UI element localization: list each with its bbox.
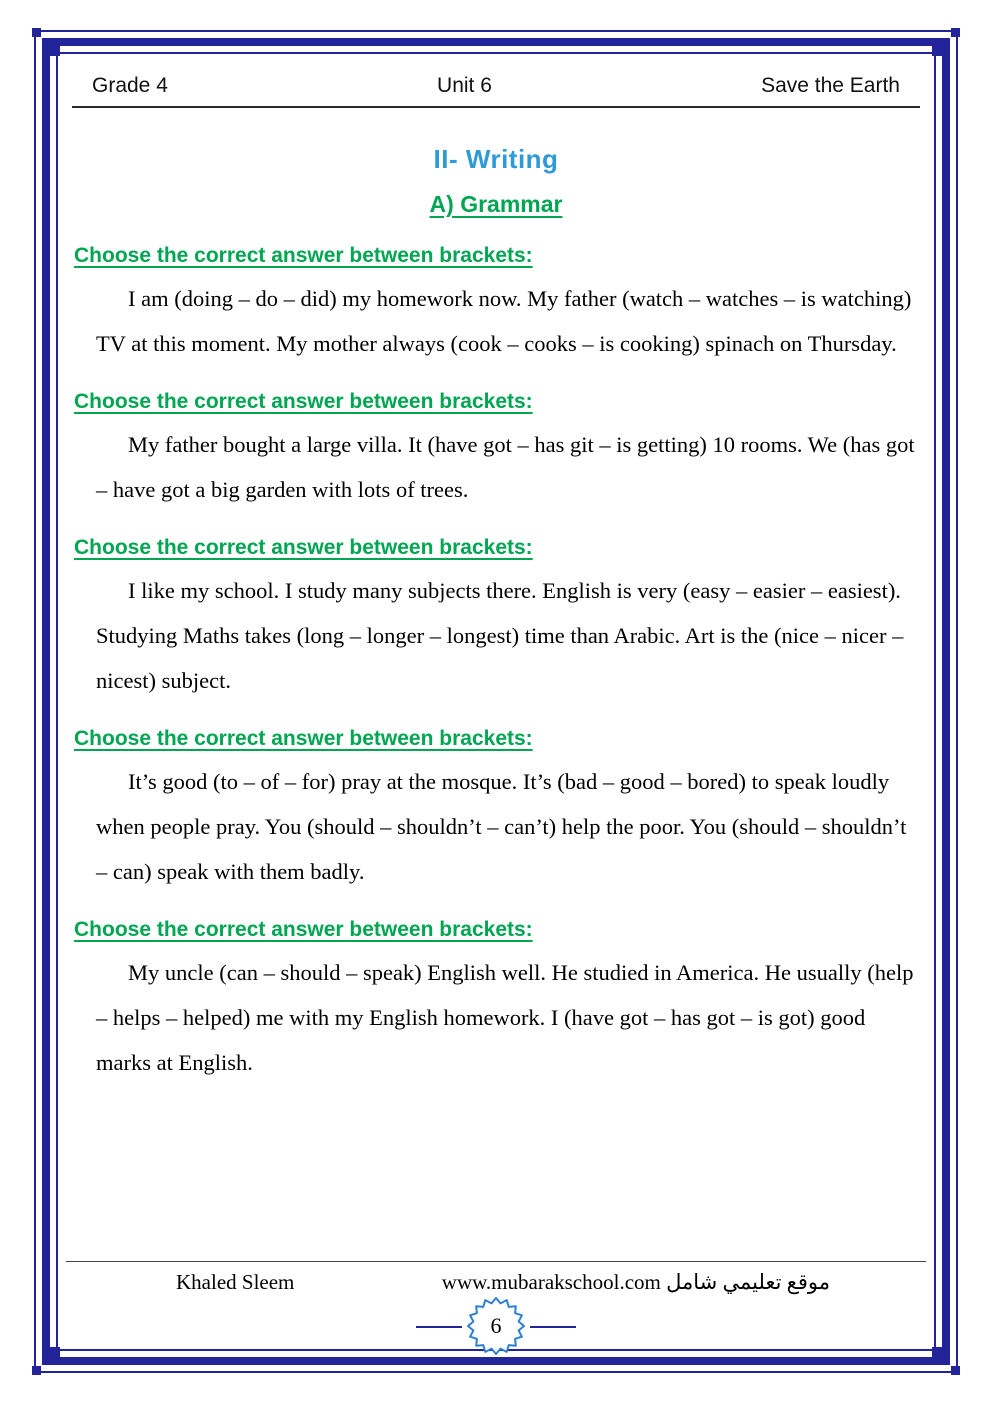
- corner-ornament-top-right: [932, 40, 948, 56]
- page-number-badge-wrap: [416, 1295, 576, 1357]
- corner-ornament-bottom-left: [44, 1347, 60, 1363]
- page-header: [72, 74, 920, 108]
- header-topic: Save the Earth: [761, 74, 900, 97]
- grammar-subtitle: A) Grammar: [429, 191, 563, 217]
- footer-website: www.mubarakschool.com موقع تعليمي شامل: [441, 1270, 830, 1294]
- corner-ornament-top-left: [44, 40, 60, 56]
- exercise-5-heading: Choose the correct answer between brackets:: [74, 918, 533, 941]
- writing-title: II- Writing: [433, 144, 559, 174]
- corner-ornament-bottom-left-outer: [32, 1366, 41, 1375]
- exercise-1: [72, 244, 920, 366]
- exercise-3: [72, 536, 920, 703]
- exercise-5-body: My uncle (can – should – speak) English well. He studied in America. He usually (help – helps – helped) me with my English homework. I (have got – has got – is got) good marks at English.: [96, 960, 914, 1075]
- footer-author: Khaled Sleem: [176, 1270, 295, 1294]
- exercise-3-heading: Choose the correct answer between brackets:: [74, 536, 533, 559]
- corner-ornament-bottom-right: [932, 1347, 948, 1363]
- page-content: [66, 58, 926, 1345]
- exercise-2: [72, 390, 920, 512]
- exercise-4-body: It’s good (to – of – for) pray at the mosque. It’s (bad – good – bored) to speak loudly when people pray. You (should – shouldn’t – can’t) help the poor. You (should – shouldn’t – can) speak with them badly.: [96, 769, 907, 884]
- exercise-3-body: I like my school. I study many subjects there. English is very (easy – easier – easiest). Studying Maths takes (long – longer – longest) time than Arabic. Art is the (nice – nicer – nicest) subject.: [96, 578, 904, 693]
- badge-line-left: [416, 1326, 462, 1328]
- corner-ornament-bottom-right-outer: [951, 1366, 960, 1375]
- exercise-4: [72, 727, 920, 894]
- corner-ornament-top-left-outer: [32, 28, 41, 37]
- header-grade: Grade 4: [92, 74, 168, 97]
- badge-line-right: [530, 1326, 576, 1328]
- header-unit: Unit 6: [437, 74, 492, 97]
- corner-ornament-top-right-outer: [951, 28, 960, 37]
- exercise-2-heading: Choose the correct answer between brackets:: [74, 390, 533, 413]
- exercise-5: [72, 918, 920, 1085]
- exercise-1-heading: Choose the correct answer between brackets:: [74, 244, 533, 267]
- exercise-1-body: I am (doing – do – did) my homework now. My father (watch – watches – is watching) TV at this moment. My mother always (cook – cooks – is cooking) spinach on Thursday.: [96, 286, 912, 356]
- page-footer: [66, 1261, 926, 1295]
- exercise-2-body: My father bought a large villa. It (have got – has git – is getting) 10 rooms. We (has got – have got a big garden with lots of trees.: [96, 432, 915, 502]
- exercise-4-heading: Choose the correct answer between brackets:: [74, 727, 533, 750]
- page-number-badge: [465, 1295, 527, 1357]
- exercise-list: [72, 244, 920, 1085]
- page-number: 6: [490, 1313, 502, 1338]
